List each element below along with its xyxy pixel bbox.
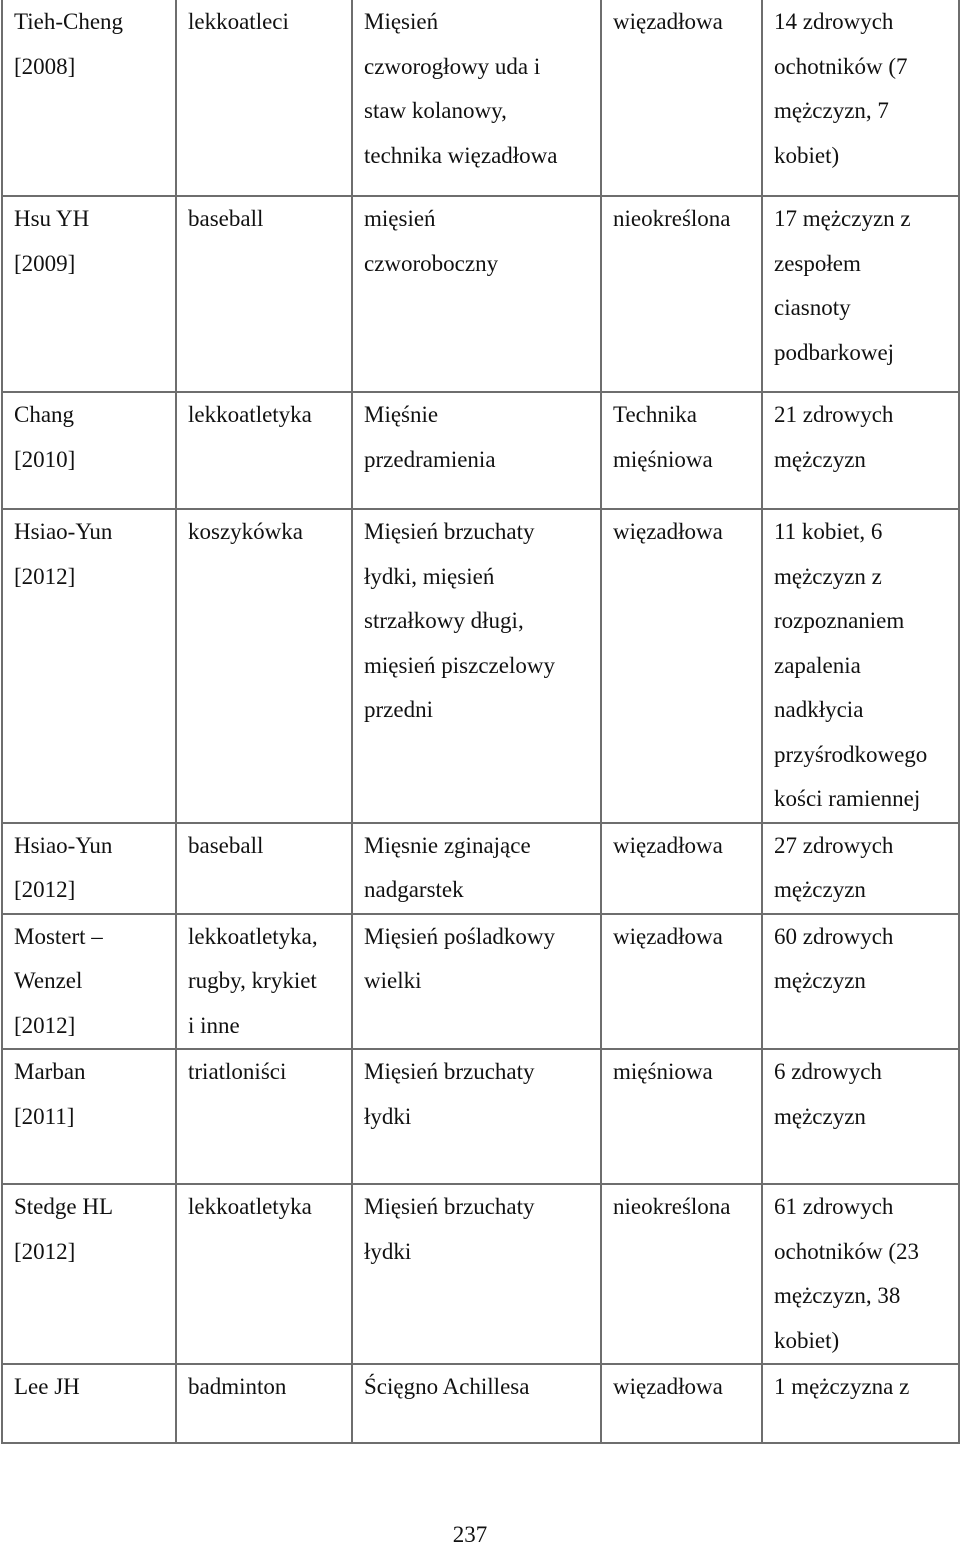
table-row bbox=[2, 196, 959, 392]
cell-group: 17 mężczyzn z zespołem ciasnoty podbarkowej bbox=[762, 196, 959, 392]
cell-technique: nieokreślona bbox=[601, 1184, 762, 1364]
cell-sport: lekkoatletyka bbox=[176, 392, 352, 509]
cell-study: Marban [2011] bbox=[2, 1049, 176, 1184]
cell-technique: Technika mięśniowa bbox=[601, 392, 762, 509]
cell-muscle: mięsień czworoboczny bbox=[352, 196, 601, 392]
cell-muscle: Mięsień brzuchaty łydki bbox=[352, 1184, 601, 1364]
cell-technique: nieokreślona bbox=[601, 196, 762, 392]
cell-group: 61 zdrowych ochotników (23 mężczyzn, 38 kobiet) bbox=[762, 1184, 959, 1364]
table-row bbox=[2, 1184, 959, 1364]
cell-sport: lekkoatletyka bbox=[176, 1184, 352, 1364]
cell-sport: baseball bbox=[176, 196, 352, 392]
table-row bbox=[2, 392, 959, 509]
cell-technique: więzadłowa bbox=[601, 914, 762, 1050]
cell-technique: więzadłowa bbox=[601, 823, 762, 914]
cell-study: Chang [2010] bbox=[2, 392, 176, 509]
table-row bbox=[2, 914, 959, 1050]
cell-study: Hsu YH [2009] bbox=[2, 196, 176, 392]
cell-sport: badminton bbox=[176, 1364, 352, 1443]
cell-technique: więzadłowa bbox=[601, 509, 762, 823]
cell-group: 21 zdrowych mężczyzn bbox=[762, 392, 959, 509]
cell-muscle: Mięsnie zginające nadgarstek bbox=[352, 823, 601, 914]
cell-study: Hsiao-Yun [2012] bbox=[2, 823, 176, 914]
page-number: 237 bbox=[452, 1522, 488, 1547]
cell-muscle: Ścięgno Achillesa bbox=[352, 1364, 601, 1443]
cell-sport: baseball bbox=[176, 823, 352, 914]
cell-muscle: Mięśnie przedramienia bbox=[352, 392, 601, 509]
cell-muscle: Mięsień brzuchaty łydki bbox=[352, 1049, 601, 1184]
cell-group: 6 zdrowych mężczyzn bbox=[762, 1049, 959, 1184]
table-row bbox=[2, 1049, 959, 1184]
table-row bbox=[2, 823, 959, 914]
cell-group: 1 mężczyzna z bbox=[762, 1364, 959, 1443]
cell-technique: mięśniowa bbox=[601, 1049, 762, 1184]
table-row bbox=[2, 509, 959, 823]
cell-group: 11 kobiet, 6 mężczyzn z rozpoznaniem zapalenia nadkłycia przyśrodkowego kości ramiennej bbox=[762, 509, 959, 823]
cell-study: Tieh-Cheng [2008] bbox=[2, 0, 176, 196]
cell-muscle: Mięsień brzuchaty łydki, mięsień strzałkowy długi, mięsień piszczelowy przedni bbox=[352, 509, 601, 823]
table-row bbox=[2, 0, 959, 196]
cell-technique: więzadłowa bbox=[601, 0, 762, 196]
cell-sport: triatloniści bbox=[176, 1049, 352, 1184]
cell-muscle: Mięsień pośladkowy wielki bbox=[352, 914, 601, 1050]
table-row bbox=[2, 1364, 959, 1443]
cell-group: 27 zdrowych mężczyzn bbox=[762, 823, 959, 914]
studies-table bbox=[1, 0, 960, 1444]
cell-study: Lee JH bbox=[2, 1364, 176, 1443]
cell-group: 14 zdrowych ochotników (7 mężczyzn, 7 kobiet) bbox=[762, 0, 959, 196]
cell-study: Stedge HL [2012] bbox=[2, 1184, 176, 1364]
cell-sport: lekkoatletyka, rugby, krykiet i inne bbox=[176, 914, 352, 1050]
cell-study: Hsiao-Yun [2012] bbox=[2, 509, 176, 823]
cell-group: 60 zdrowych mężczyzn bbox=[762, 914, 959, 1050]
cell-muscle: Mięsień czworogłowy uda i staw kolanowy, technika więzadłowa bbox=[352, 0, 601, 196]
cell-sport: koszykówka bbox=[176, 509, 352, 823]
cell-sport: lekkoatleci bbox=[176, 0, 352, 196]
cell-technique: więzadłowa bbox=[601, 1364, 762, 1443]
cell-study: Mostert – Wenzel [2012] bbox=[2, 914, 176, 1050]
